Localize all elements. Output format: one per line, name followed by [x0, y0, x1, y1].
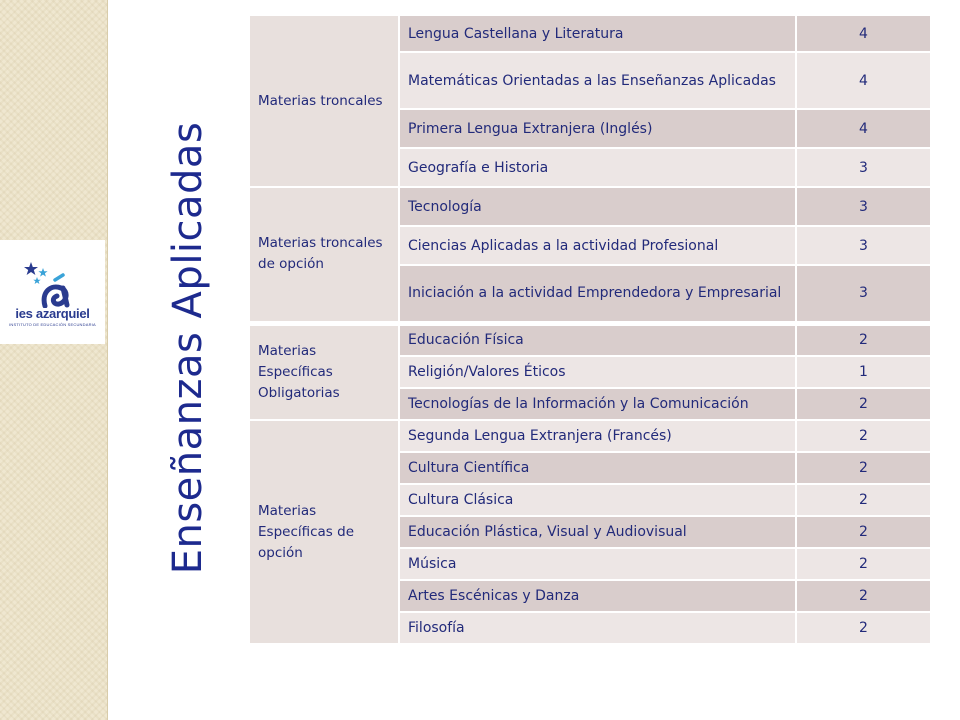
subject-hours: 2	[796, 548, 931, 580]
logo-star-a-icon	[21, 258, 85, 308]
subject-name: Artes Escénicas y Danza	[399, 580, 796, 612]
subject-hours: 3	[796, 187, 931, 226]
table-row	[249, 15, 931, 52]
subject-name: Educación Física	[399, 323, 796, 356]
subject-name: Iniciación a la actividad Emprendedora y Empresarial	[399, 265, 796, 323]
decorative-side-strip	[0, 0, 108, 720]
subject-name: Tecnología	[399, 187, 796, 226]
table-row	[249, 323, 931, 356]
table-row	[249, 187, 931, 226]
subject-hours: 3	[796, 148, 931, 187]
subject-hours: 2	[796, 452, 931, 484]
subject-hours: 4	[796, 15, 931, 52]
subject-name: Cultura Científica	[399, 452, 796, 484]
subject-name: Geografía e Historia	[399, 148, 796, 187]
subject-name: Música	[399, 548, 796, 580]
subject-name: Segunda Lengua Extranjera (Francés)	[399, 420, 796, 452]
school-logo	[0, 240, 105, 344]
subject-name: Educación Plástica, Visual y Audiovisual	[399, 516, 796, 548]
subject-hours: 4	[796, 52, 931, 109]
subject-hours: 1	[796, 356, 931, 388]
table-row	[249, 420, 931, 452]
logo-subtitle: INSTITUTO DE EDUCACIÓN SECUNDARIA	[9, 321, 96, 327]
subject-hours: 2	[796, 612, 931, 644]
subject-hours: 4	[796, 109, 931, 148]
subjects-table	[248, 14, 932, 645]
group-label: Materias Específicas Obligatorias	[249, 323, 399, 420]
subject-name: Matemáticas Orientadas a las Enseñanzas Aplicadas	[399, 52, 796, 109]
group-label: Materias troncales de opción	[249, 187, 399, 323]
subject-name: Primera Lengua Extranjera (Inglés)	[399, 109, 796, 148]
subject-name: Ciencias Aplicadas a la actividad Profesional	[399, 226, 796, 265]
subject-name: Filosofía	[399, 612, 796, 644]
subject-hours: 2	[796, 580, 931, 612]
subject-name: Tecnologías de la Información y la Comunicación	[399, 388, 796, 420]
group-label: Materias Específicas de opción	[249, 420, 399, 644]
subject-name: Cultura Clásica	[399, 484, 796, 516]
subject-name: Lengua Castellana y Literatura	[399, 15, 796, 52]
subject-hours: 3	[796, 226, 931, 265]
page-title: Enseñanzas Aplicadas	[165, 121, 211, 575]
subject-hours: 2	[796, 388, 931, 420]
group-label: Materias troncales	[249, 15, 399, 187]
subject-hours: 3	[796, 265, 931, 323]
subject-hours: 2	[796, 516, 931, 548]
subject-name: Religión/Valores Éticos	[399, 356, 796, 388]
logo-name: ies azarquiel	[15, 305, 90, 321]
subject-hours: 2	[796, 323, 931, 356]
subject-hours: 2	[796, 420, 931, 452]
subject-hours: 2	[796, 484, 931, 516]
